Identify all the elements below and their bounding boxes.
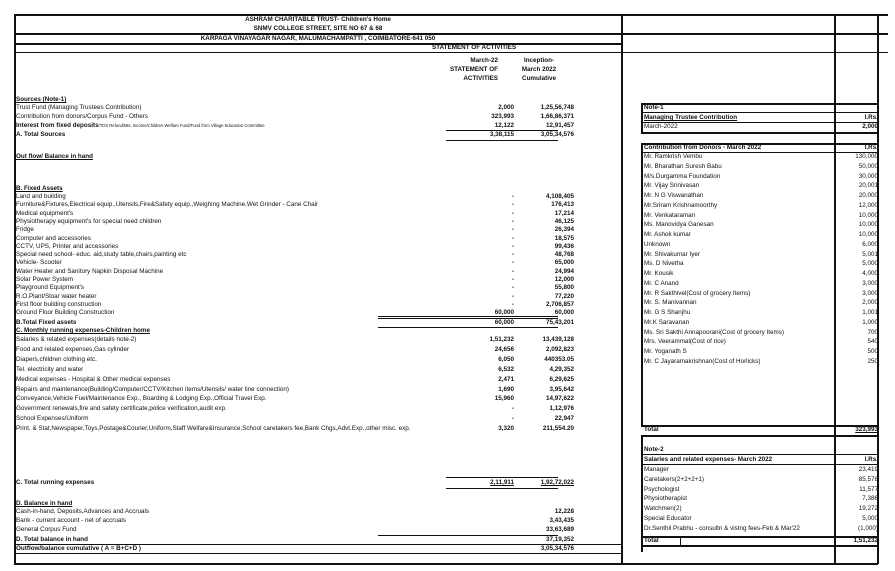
row-march: 6,532 <box>498 365 514 373</box>
row-label: Mr. Ramkrish Vembu <box>644 153 703 160</box>
note2-row <box>642 525 878 533</box>
donor-row <box>642 290 878 298</box>
row-label: Water Heater and Sanitory Napkin Disposal Machine <box>16 267 164 275</box>
row-label: B.Total Fixed assets <box>16 319 77 326</box>
row-value: 4,000 <box>862 270 878 277</box>
donor-row <box>642 358 878 366</box>
row-label: Food and related expenses,Gas cylinder <box>16 345 130 353</box>
donor-row <box>642 202 878 210</box>
row-label: Mr. Yoganath S <box>644 348 687 355</box>
col1-header-line1: March-22 <box>470 57 498 64</box>
row-value: 3,000 <box>862 289 878 297</box>
total-line <box>446 140 558 141</box>
row-label: R.O.Plant/Sloar water heater <box>16 292 97 300</box>
row-label: Special need school- educ. aid,study table,chairs,painting etc <box>16 251 187 259</box>
row-label: Tel. electricity and water <box>16 365 84 373</box>
row-label: Salaries & related expenses(details note-2) <box>16 336 137 343</box>
col2-header-line2: March 2022 <box>521 66 557 73</box>
row-label: A. Total Sources <box>16 131 66 138</box>
note2-row <box>642 515 878 523</box>
total-line <box>378 327 558 328</box>
row-cumulative: 26,394 <box>554 226 574 234</box>
row-label: Cash-in-hand, Deposits,Advances and Accruals <box>16 508 150 515</box>
donors-total-line <box>641 435 878 437</box>
row-cumulative: 1,92,72,022 <box>540 479 574 486</box>
outflow-heading: Out flow/ Balance in hand <box>16 153 93 160</box>
row-label: Trust Fund (Managing Trustees Contribution) <box>16 104 142 111</box>
row-march: - <box>511 415 514 423</box>
row-label: D. Total balance in hand <box>16 536 88 543</box>
row-march: - <box>511 300 514 308</box>
running-expenses-heading: C. Monthly running expenses-Children home <box>16 327 150 334</box>
row-march: - <box>511 284 514 292</box>
row-march: - <box>511 405 514 413</box>
donor-row <box>642 319 878 327</box>
row-label: Vehicle- Scooter <box>16 259 62 267</box>
row-march: 1,690 <box>498 385 514 393</box>
row-cumulative: 4,29,352 <box>549 365 574 373</box>
note2-row <box>642 495 878 503</box>
row-cumulative: 3,95,642 <box>549 385 574 393</box>
row-label: Bank - current account - net of accruals <box>16 517 126 524</box>
row-label: Ms. D Nivetha <box>644 260 684 268</box>
row-march: 6,050 <box>498 355 514 363</box>
row-label: Print. & Stat,Newspaper,Toys,Postage&Courier,Uniform,Staff Welfare&Insurance,School caretakers fee,Bank Chgs,Advt.Exp.,other misc. exp. <box>16 425 411 433</box>
row-cumulative: 12,91,457 <box>545 122 574 129</box>
row-value: 1,001 <box>862 309 878 316</box>
row-label: Ms. Sri Sakthi Annapoorani(Cost of grocery Items) <box>644 328 784 336</box>
donor-row <box>642 192 878 200</box>
row-label: Psychologist <box>644 485 680 493</box>
note2-divider <box>641 464 878 465</box>
address-line-1: SNMV COLLEGE STREET, SITE NO 67 & 68 <box>253 25 383 32</box>
row-value: 1,000 <box>862 318 878 326</box>
row-value: 20,001 <box>858 182 878 190</box>
row-march: - <box>511 193 514 200</box>
note2-row <box>642 476 878 484</box>
row-label: Manager <box>644 466 669 473</box>
row-cumulative: 3,05,34,576 <box>540 545 574 552</box>
row-value: 5,000 <box>862 515 878 522</box>
row-label: Unknown <box>644 240 671 248</box>
row-label: Mrs. Veerammal(Cost of rice) <box>644 338 726 346</box>
donor-row <box>642 231 878 239</box>
row-label: Land and building <box>16 193 66 200</box>
row-cumulative: 46,125 <box>554 217 574 225</box>
total-line <box>378 316 558 317</box>
row-cumulative: 99,436 <box>554 242 574 250</box>
row-label: General Corpus Fund <box>16 526 77 533</box>
note1-row: March-2022 2,000 <box>644 123 878 130</box>
note2-divider <box>641 454 878 455</box>
row-cumulative: 65,000 <box>554 259 574 267</box>
row-label: Caretakers(2+2+2+1) <box>644 475 705 483</box>
row-value: 500 <box>867 348 878 355</box>
statement-title: STATEMENT OF ACTIVITIES <box>432 44 517 51</box>
row-label: Mr. Bharathan Suresh Babu <box>644 162 722 170</box>
address-line-2: KARPAGA VINAYAGAR NAGAR, MALUMACHAMPATTI , COIMBATORE-641 050 <box>200 35 436 42</box>
row-label: School Expenses/Uniform <box>16 415 89 423</box>
row-march: 1,51,232 <box>489 336 514 343</box>
donor-row <box>642 221 878 229</box>
row-cumulative: 4,108,405 <box>545 193 574 200</box>
donor-row <box>642 251 878 259</box>
row-cumulative: 48,768 <box>554 251 574 259</box>
row-march: - <box>511 251 514 259</box>
row-label: Mr. R Sakthivel(Cost of grocery Items) <box>644 289 751 297</box>
row-label: Mr. Ashok kumar <box>644 231 691 238</box>
row-value: 6,000 <box>862 240 878 248</box>
donor-row <box>642 270 878 278</box>
row-label: Dr.Senthil Prabhu - consultn & vistng fees-Feb & Mar'22 <box>644 524 800 532</box>
row-cumulative: 77,220 <box>554 292 574 300</box>
row-march: - <box>511 226 514 234</box>
row-cumulative: 2,706,857 <box>545 300 574 308</box>
note2-row <box>642 466 878 474</box>
row-march: 2,000 <box>498 104 514 111</box>
donor-row <box>642 299 878 307</box>
row-march: 15,960 <box>494 395 514 403</box>
donor-row <box>642 338 878 346</box>
row-march: - <box>511 217 514 225</box>
row-cumulative: 176,413 <box>551 201 574 209</box>
row-value: 10,000 <box>858 231 878 238</box>
row-label: Mr. S. Manivannan <box>644 299 697 307</box>
row-label: First floor building construction <box>16 300 102 308</box>
row-label: Special Educator <box>644 515 692 522</box>
note2-total: Total 1,51,232 <box>644 537 878 544</box>
row-label: Mr.Sriram Krishnamoorthy <box>644 201 718 209</box>
row-label: Medical equipment's <box>16 209 74 217</box>
donor-row <box>642 280 878 288</box>
row-label: Mr. Venkataraman <box>644 211 696 219</box>
fixed-assets-heading: B. Fixed Assets <box>16 185 63 192</box>
row-cumulative: 37,19,352 <box>545 536 574 543</box>
row-label: Mr. C Jayaramakrishnan(Cost of Horlicks) <box>644 357 761 365</box>
note1-title: Note-1 <box>644 104 664 111</box>
row-cumulative: 2,092,823 <box>545 345 574 353</box>
row-cumulative: 55,800 <box>554 284 574 292</box>
frame-right <box>621 14 623 564</box>
row-cumulative: 12,000 <box>554 276 574 283</box>
row-label: M/s.Durgamma Foundation <box>644 172 721 180</box>
total-line <box>446 477 558 478</box>
note2-heading: Salaries and related expenses- March 2022 I.Rs. <box>644 456 878 463</box>
row-march: - <box>511 259 514 267</box>
row-label: Government renewals,fire and safety certificate,police verification,audit exp. <box>16 405 227 413</box>
row-value: 540 <box>867 338 878 346</box>
frame-bottom <box>14 563 622 565</box>
row-cumulative: 3,05,34,576 <box>540 131 574 138</box>
note1-divider <box>641 112 878 113</box>
row-label: Mr. Kousik <box>644 270 674 277</box>
row-label: Watchmen(2) <box>644 505 682 513</box>
donor-row <box>642 348 878 356</box>
row-label: Mr. N G Viswanathan <box>644 192 704 199</box>
row-label: Solar Power System <box>16 276 74 283</box>
row-cumulative: 33,63,689 <box>545 526 574 533</box>
row-cumulative: 440353.05 <box>544 355 574 363</box>
col1-header-line3: ACTIVITIES <box>463 75 498 82</box>
row-value: 10,000 <box>858 221 878 229</box>
row-label: Mr.K Saravanan <box>644 318 690 326</box>
row-label: Fridge <box>16 226 34 234</box>
donor-row <box>642 329 878 337</box>
row-label: Physiotherapist <box>644 495 688 503</box>
row-value: 130,000 <box>855 153 878 160</box>
header-divider-3 <box>14 52 622 53</box>
row-march: 323,993 <box>491 113 514 120</box>
row-label: Ground Floor Building Construction <box>16 309 115 317</box>
row-cumulative: 3,43,435 <box>549 517 574 524</box>
side-frame-top-3 <box>622 52 888 53</box>
row-cumulative: 75,43,201 <box>545 319 574 326</box>
row-cumulative: 22,947 <box>554 415 574 423</box>
row-value: 23,419 <box>858 466 878 473</box>
row-cumulative: 1,25,56,748 <box>540 104 574 111</box>
note2-total-line <box>641 545 878 547</box>
donors-heading: Contribution from Donors - March 2022 I.Rs. <box>644 144 878 151</box>
row-march: - <box>511 267 514 275</box>
donors-total: Total 323,993 <box>644 426 878 433</box>
row-march: 2,471 <box>498 375 514 383</box>
row-label: Conveyance,Vehicle Fuel/Maintenance Exp., Boarding & Lodging Exp.,Official Travel Exp. <box>16 395 267 403</box>
row-label: Diapers,children clothing etc. <box>16 355 97 363</box>
org-name: ASHRAM CHARITABLE TRUST- Children's Home <box>245 16 391 23</box>
row-value: (1,000) <box>858 524 878 532</box>
sources-heading: Sources (Note-1) <box>16 96 67 103</box>
row-value: 700 <box>867 328 878 336</box>
row-value: 50,000 <box>858 162 878 170</box>
col2-header-line3: Cumulative <box>522 75 556 82</box>
row-value: 12,000 <box>858 201 878 209</box>
row-cumulative: 24,994 <box>554 267 574 275</box>
row-label: Computer and accessories <box>16 234 91 242</box>
row-cumulative: 12,228 <box>554 508 574 515</box>
row-label: Physiotherapy equipment's for special need children <box>16 217 162 225</box>
row-cumulative: 1,66,86,371 <box>540 113 574 120</box>
row-cumulative: 60,000 <box>554 309 574 317</box>
note1-heading: Managing Trustee Contribution I.Rs. <box>644 114 878 121</box>
row-label: Furniture&Fixtures,Electrical equip.,Utensils,Fire&Safety equip.,Weighing Machine,Wet Grinder - Cane Chair <box>16 201 319 209</box>
row-march: 3,320 <box>498 425 514 433</box>
donor-row <box>642 260 878 268</box>
row-march: - <box>511 292 514 300</box>
row-cumulative: 17,214 <box>554 209 574 217</box>
donor-row <box>642 241 878 249</box>
row-label: Contribution from donors/Corpus Fund - Others <box>16 113 148 120</box>
donor-row <box>642 173 878 181</box>
row-value: 30,000 <box>858 172 878 180</box>
side-frame-top-2 <box>622 33 888 35</box>
note2-row <box>642 505 878 513</box>
row-value: 20,000 <box>858 192 878 199</box>
row-value: 10,000 <box>858 211 878 219</box>
row-label: Mr. G S Shanjhu <box>644 309 691 316</box>
row-label: Repairs and maintenance(Building/Computer/CCTV/Kitchen items/Utensils/ water line connection) <box>16 385 289 393</box>
row-label-suffix: /TDS Refund/Mis. Income/Children Welfare Fund/Fund from Village Education Committee <box>98 123 265 128</box>
row-march: 24,656 <box>494 345 514 353</box>
row-march: 60,000 <box>494 319 514 326</box>
row-march: 12,122 <box>494 122 514 129</box>
row-value: 85,578 <box>858 475 878 483</box>
row-march: 3,38,115 <box>489 131 514 138</box>
row-value: 11,577 <box>859 485 878 493</box>
row-label: Mr. C Anand <box>644 279 679 287</box>
row-value: 5,001 <box>862 250 878 258</box>
donor-row <box>642 212 878 220</box>
row-march: 2,11,911 <box>490 479 514 486</box>
balance-heading: D. Balance in hand <box>16 500 73 507</box>
row-march: - <box>511 209 514 217</box>
note2-title: Note-2 <box>644 446 664 453</box>
row-label: Mr. Vijay Srinivasan <box>644 182 700 190</box>
row-label: CCTV, UPS, Printer and accessories <box>16 242 119 250</box>
row-value: 2,000 <box>862 299 878 307</box>
note2-row <box>642 486 878 494</box>
row-march: - <box>511 276 514 283</box>
grand-total-line <box>14 553 622 554</box>
row-cumulative: 6,29,625 <box>549 375 574 383</box>
row-label: Interest from fixed deposits <box>16 122 99 129</box>
col1-header-line2: STATEMENT OF <box>449 66 498 73</box>
donor-row <box>642 163 878 171</box>
row-march: - <box>511 242 514 250</box>
row-cumulative: 14,97,622 <box>545 395 574 403</box>
row-cumulative: 211,554.20 <box>542 425 574 433</box>
row-cumulative: 1,12,976 <box>549 405 574 413</box>
row-value: 5,000 <box>862 260 878 268</box>
row-label: Outflow/balance cumulative ( A = B+C+D ) <box>16 545 141 552</box>
row-label: C. Total running expenses <box>16 479 95 486</box>
row-cumulative: 13,439,128 <box>542 336 574 343</box>
row-cumulative: 18,575 <box>554 234 574 242</box>
donor-row <box>642 309 878 317</box>
row-march: 60,000 <box>494 309 514 317</box>
note1-box-bottom <box>641 132 878 134</box>
row-march: - <box>511 201 514 209</box>
row-value: 3,000 <box>862 279 878 287</box>
row-value: 19,272 <box>858 505 878 513</box>
donor-row <box>642 182 878 190</box>
row-value: 250 <box>867 357 878 365</box>
col2-header-line1: Inception- <box>523 57 555 64</box>
total-line <box>446 488 558 489</box>
row-value: 7,386 <box>862 495 878 503</box>
side-frame-bottom <box>622 563 878 565</box>
row-label: Playground Equipment's <box>16 284 85 292</box>
row-label: Medical expenses - Hospital & Other medical expenses <box>16 375 171 383</box>
row-march: - <box>511 234 514 242</box>
side-frame-top <box>622 14 888 16</box>
row-label: Mr. Shivakumar Iyer <box>644 250 700 258</box>
header-divider-2 <box>14 43 622 45</box>
donor-row <box>642 153 878 161</box>
row-label: Ms. Manovidya Ganesan <box>644 221 714 229</box>
